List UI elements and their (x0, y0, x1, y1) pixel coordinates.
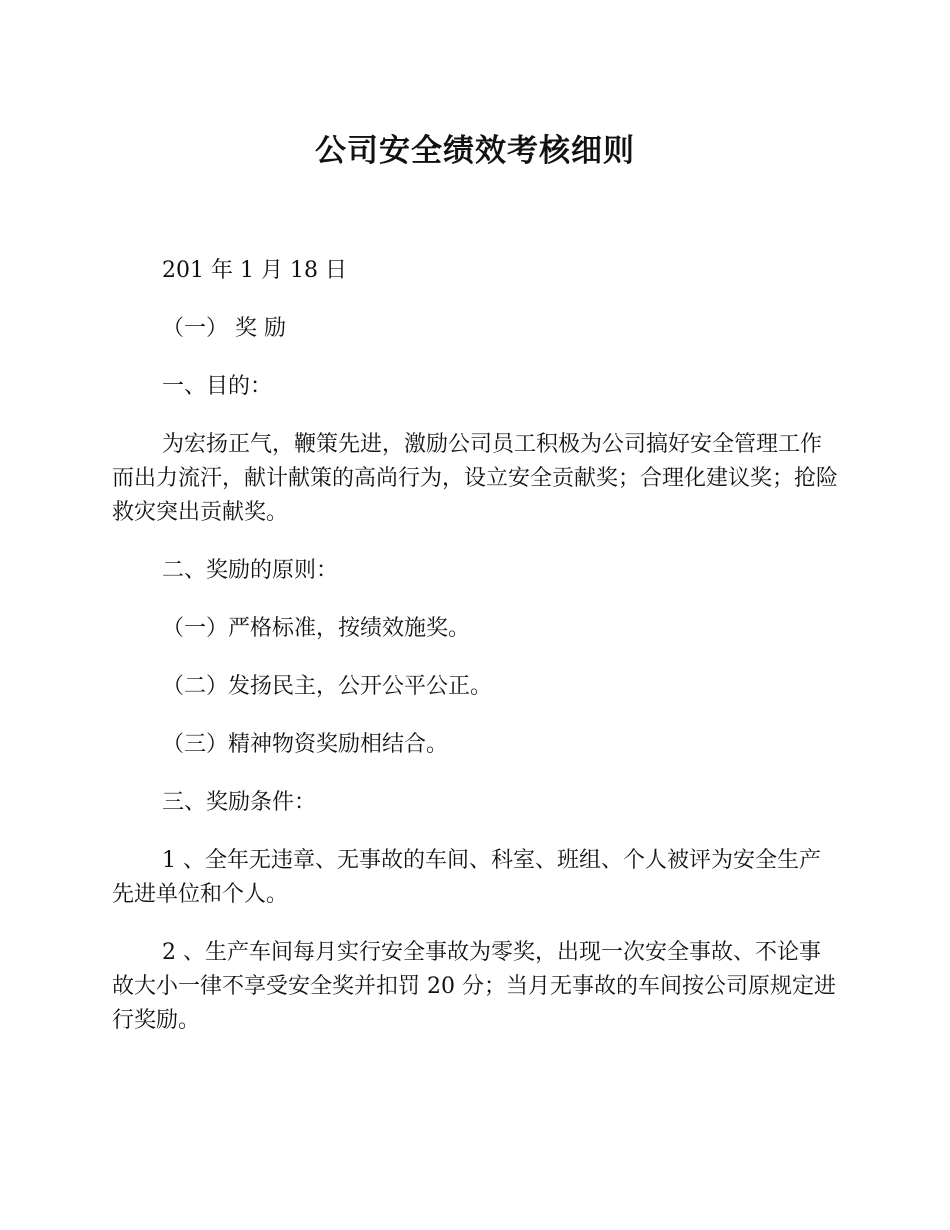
paragraph-purpose: 为宏扬正气，鞭策先进，激励公司员工积极为公司搞好安全管理工作而出力流汗，献计献策的高尚行为，设立安全贡献奖；合理化建议奖；抢险救灾突出贡献奖。 (112, 432, 839, 525)
condition-item-2: 2 、生产车间每月实行安全事故为零奖，出现一次安全事故、不论事故大小一律不享受安全奖并扣罚 20 分；当月无事故的车间按公司原规定进行奖励。 (112, 940, 836, 1033)
condition-item-1: 1 、全年无违章、无事故的车间、科室、班组、个人被评为安全生产先进单位和个人。 (112, 848, 821, 907)
heading-principles: 二、奖励的原则： (162, 558, 339, 583)
principle-item-1: （一）严格标准，按绩效施奖。 (162, 616, 471, 641)
document-body (112, 240, 840, 1038)
document-title: 公司安全绩效考核细则 (315, 133, 635, 169)
heading-conditions: 三、奖励条件： (162, 790, 317, 815)
principle-item-2: （二）发扬民主，公开公平公正。 (162, 674, 493, 699)
principle-item-3: （三）精神物资奖励相结合。 (162, 732, 449, 757)
section-heading-reward: （一） 奖 励 (162, 316, 286, 341)
heading-purpose: 一、目的： (162, 374, 273, 399)
document-date: 201 年 1 月 18 日 (162, 258, 347, 283)
